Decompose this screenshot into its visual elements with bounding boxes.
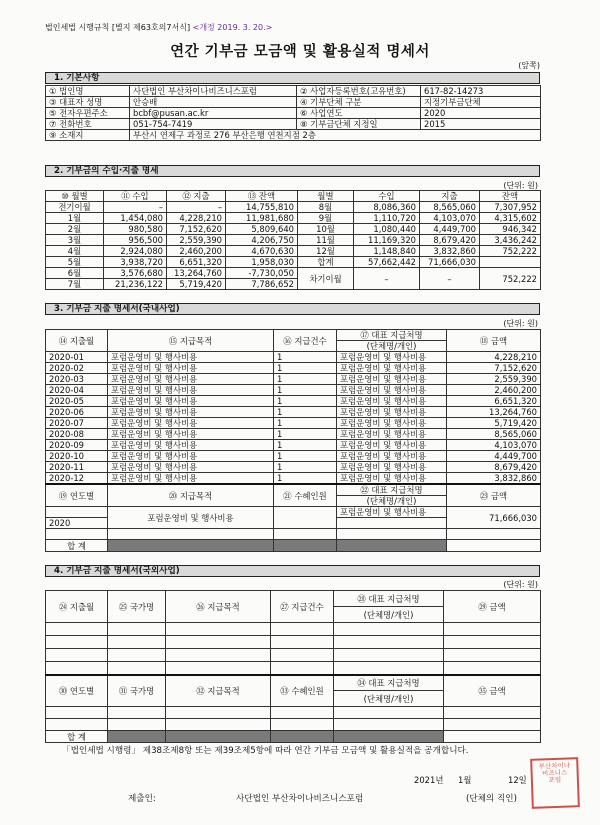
amount-cell: 6,651,320 bbox=[447, 396, 541, 407]
form-rule-reference bbox=[45, 22, 540, 33]
column-header: ⑲ 연도별 bbox=[46, 484, 108, 507]
expense-cell: 2,460,200 bbox=[167, 246, 226, 257]
expense-row bbox=[46, 440, 541, 451]
expense-cell: 4,449,700 bbox=[420, 224, 480, 235]
empty-cell bbox=[46, 662, 108, 675]
payee-cell: 포럼운영비 및 행사비용 bbox=[337, 462, 447, 473]
expense-cell: 8,565,060 bbox=[420, 202, 480, 213]
field-label: ② 사업자등록번호(고유번호) bbox=[297, 86, 421, 97]
empty-cell bbox=[108, 649, 166, 662]
purpose-cell: 포럼운영비 및 행사비용 bbox=[108, 407, 274, 418]
count-cell: 1 bbox=[274, 396, 337, 407]
column-header: (단체명/개인) bbox=[337, 496, 447, 507]
column-header: ⑰ 대표 지급처명 bbox=[337, 330, 447, 341]
month-cell: 2020-08 bbox=[46, 429, 108, 440]
field-value: 2015 bbox=[421, 119, 541, 130]
submit-day: 12일 bbox=[508, 775, 527, 785]
unit-label: (단위: 원) bbox=[503, 181, 538, 190]
payee-cell: 포럼운영비 및 행사비용 bbox=[337, 440, 447, 451]
payee-cell: 포럼운영비 및 행사비용 bbox=[337, 352, 447, 363]
column-header: ㉔ 지출월 bbox=[46, 591, 108, 623]
month-cell: 2020-04 bbox=[46, 385, 108, 396]
empty-cell bbox=[334, 662, 444, 675]
purpose-cell: 포럼운영비 및 행사비용 bbox=[108, 440, 274, 451]
basic-info-row bbox=[46, 119, 541, 130]
balance-cell: 752,222 bbox=[480, 246, 541, 257]
document-title: 연간 기부금 모금액 및 활용실적 명세서 bbox=[170, 44, 430, 60]
income-cell: 1,110,720 bbox=[354, 213, 420, 224]
total-row bbox=[46, 540, 541, 552]
count-cell: 1 bbox=[274, 385, 337, 396]
field-value: 지정기부금단체 bbox=[421, 97, 541, 108]
column-header: ⑩ 월별 bbox=[46, 191, 104, 202]
count-cell: 1 bbox=[274, 440, 337, 451]
purpose-cell: 포럼운영비 및 행사비용 bbox=[108, 462, 274, 473]
empty-cell bbox=[46, 649, 108, 662]
header-row bbox=[46, 591, 541, 607]
empty-cell bbox=[108, 707, 166, 719]
column-header: ⑭ 지출월 bbox=[46, 330, 108, 352]
month-row bbox=[46, 246, 541, 257]
balance-cell: 3,436,242 bbox=[480, 235, 541, 246]
payee-cell: 포럼운영비 및 행사비용 bbox=[337, 407, 447, 418]
empty-row bbox=[46, 707, 541, 719]
empty-cell bbox=[46, 529, 108, 540]
month-row bbox=[46, 235, 541, 246]
income-cell: – bbox=[104, 202, 167, 213]
column-header: ⑳ 지급목적 bbox=[108, 484, 274, 507]
purpose-cell: 포럼운영비 및 행사비용 bbox=[108, 363, 274, 374]
empty-cell bbox=[108, 623, 166, 636]
basic-info-row bbox=[46, 130, 541, 141]
month-cell: 2020-03 bbox=[46, 374, 108, 385]
total-label: 합 계 bbox=[46, 731, 108, 743]
organization-seal bbox=[530, 757, 580, 809]
payee-cell: 포럼운영비 및 행사비용 bbox=[337, 363, 447, 374]
amount-cell: 2,460,200 bbox=[447, 385, 541, 396]
field-value: bcbf@pusan.ac.kr bbox=[130, 108, 297, 119]
balance-cell: 1,958,030 bbox=[226, 257, 298, 268]
count-cell: 1 bbox=[274, 352, 337, 363]
column-header: 수입 bbox=[354, 191, 420, 202]
month-cell: 합계 bbox=[298, 257, 354, 268]
purpose-cell: 포럼운영비 및 행사비용 bbox=[108, 507, 274, 529]
balance-cell: 4,670,630 bbox=[226, 246, 298, 257]
empty-row bbox=[46, 623, 541, 636]
expense-row bbox=[46, 462, 541, 473]
empty-row bbox=[46, 719, 541, 731]
month-cell: 2020-05 bbox=[46, 396, 108, 407]
empty-cell bbox=[444, 649, 541, 662]
payee-cell bbox=[337, 518, 447, 529]
shaded-cell bbox=[271, 731, 334, 743]
year-cell bbox=[46, 507, 108, 518]
empty-cell bbox=[271, 649, 334, 662]
payee-cell: 포럼운영비 및 행사비용 bbox=[337, 451, 447, 462]
expense-row bbox=[46, 374, 541, 385]
month-cell: 2020-11 bbox=[46, 462, 108, 473]
empty-cell bbox=[271, 662, 334, 675]
month-cell: 2020-06 bbox=[46, 407, 108, 418]
basic-info-row bbox=[46, 97, 541, 108]
month-row bbox=[46, 268, 541, 279]
field-label: ④ 기부단체 구분 bbox=[297, 97, 421, 108]
empty-cell bbox=[334, 649, 444, 662]
balance-cell: 14,755,810 bbox=[226, 202, 298, 213]
field-label: ③ 대표자 성명 bbox=[46, 97, 130, 108]
column-header: ㉟ 금액 bbox=[444, 675, 541, 707]
count-cell: 1 bbox=[274, 451, 337, 462]
expense-row bbox=[46, 396, 541, 407]
income-cell: 980,580 bbox=[104, 224, 167, 235]
month-cell: 12월 bbox=[298, 246, 354, 257]
empty-cell bbox=[166, 623, 271, 636]
empty-cell bbox=[271, 707, 334, 719]
balance-cell: 7,307,952 bbox=[480, 202, 541, 213]
income-cell: 8,086,360 bbox=[354, 202, 420, 213]
field-label: ⑦ 전화번호 bbox=[46, 119, 130, 130]
expense-cell: 13,264,760 bbox=[167, 268, 226, 279]
column-header: ⑱ 금액 bbox=[447, 330, 541, 352]
income-cell: 1,080,440 bbox=[354, 224, 420, 235]
column-header: 월별 bbox=[298, 191, 354, 202]
payee-cell: 포럼운영비 및 행사비용 bbox=[337, 396, 447, 407]
column-header: ㉖ 지급목적 bbox=[166, 591, 271, 623]
empty-cell bbox=[334, 707, 444, 719]
seal-caption: (단체의 직인) bbox=[466, 794, 517, 804]
amount-cell: 2,559,390 bbox=[447, 374, 541, 385]
field-label: ⑧ 기부금단체 지정일 bbox=[297, 119, 421, 130]
column-header: ⑪ 수입 bbox=[104, 191, 167, 202]
column-header: ㉒ 대표 지급처명 bbox=[337, 484, 447, 496]
empty-cell bbox=[334, 719, 444, 731]
column-header: ⑫ 지출 bbox=[167, 191, 226, 202]
field-value: 051-754-7419 bbox=[130, 119, 297, 130]
empty-cell bbox=[166, 636, 271, 649]
month-cell: 9월 bbox=[298, 213, 354, 224]
expense-cell: 8,679,420 bbox=[420, 235, 480, 246]
expense-cell: – bbox=[420, 268, 480, 290]
shaded-cell bbox=[274, 540, 337, 552]
total-row bbox=[46, 731, 541, 743]
month-row bbox=[46, 257, 541, 268]
payee-cell: 포럼운영비 및 행사비용 bbox=[337, 374, 447, 385]
income-cell: 956,500 bbox=[104, 235, 167, 246]
month-cell: 5월 bbox=[46, 257, 104, 268]
field-value: 617-82-14273 bbox=[421, 86, 541, 97]
empty-cell bbox=[166, 719, 271, 731]
balance-cell: 4,315,602 bbox=[480, 213, 541, 224]
month-cell: 2020-01 bbox=[46, 352, 108, 363]
income-cell: 1,454,080 bbox=[104, 213, 167, 224]
submit-month: 1월 bbox=[458, 775, 472, 785]
seal-line: 비즈니스 bbox=[541, 768, 568, 778]
total-amount-cell bbox=[447, 540, 541, 552]
empty-cell bbox=[108, 719, 166, 731]
empty-cell bbox=[108, 529, 274, 540]
expense-row bbox=[46, 418, 541, 429]
amount-cell: 4,103,070 bbox=[447, 440, 541, 451]
month-cell: 1월 bbox=[46, 213, 104, 224]
column-header: ⑮ 지급목적 bbox=[108, 330, 274, 352]
header-row bbox=[46, 330, 541, 341]
amount-cell: 4,449,700 bbox=[447, 451, 541, 462]
field-label: ⑨ 소재지 bbox=[46, 130, 130, 141]
purpose-cell: 포럼운영비 및 행사비용 bbox=[108, 396, 274, 407]
column-header: ㉚ 연도별 bbox=[46, 675, 108, 707]
column-header: ㉕ 국가명 bbox=[108, 591, 166, 623]
disclosure-note: 「법인세법 시행령」 제38조제8항 또는 제39조제5항에 따라 연간 기부금 모금액 및 활용실적을 공개합니다. bbox=[62, 746, 469, 756]
expense-row bbox=[46, 451, 541, 462]
column-header: ⑬ 잔액 bbox=[226, 191, 298, 202]
purpose-cell: 포럼운영비 및 행사비용 bbox=[108, 374, 274, 385]
seal-line: 부산차이나 bbox=[538, 761, 571, 771]
empty-cell bbox=[271, 719, 334, 731]
purpose-cell: 포럼운영비 및 행사비용 bbox=[108, 385, 274, 396]
field-label: ⑥ 사업연도 bbox=[297, 108, 421, 119]
income-cell: 3,576,680 bbox=[104, 268, 167, 279]
month-cell: 6월 bbox=[46, 268, 104, 279]
amount-cell: 3,832,860 bbox=[447, 473, 541, 485]
empty-cell bbox=[46, 719, 108, 731]
expense-cell: – bbox=[167, 202, 226, 213]
section-income-expense-title: 2. 기부금의 수입·지출 명세 bbox=[45, 165, 540, 177]
empty-cell bbox=[337, 529, 447, 540]
payee-cell: 포럼운영비 및 행사비용 bbox=[337, 429, 447, 440]
column-header: ㉗ 지급건수 bbox=[271, 591, 334, 623]
seal-line: 포럼 bbox=[548, 775, 562, 785]
expense-cell: 5,719,420 bbox=[167, 279, 226, 290]
income-cell: 2,924,080 bbox=[104, 246, 167, 257]
balance-cell: 5,809,640 bbox=[226, 224, 298, 235]
submitter-label: 제출인: bbox=[128, 794, 156, 804]
count-cell: 1 bbox=[274, 462, 337, 473]
month-cell: 2020-12 bbox=[46, 473, 108, 485]
purpose-cell: 포럼운영비 및 행사비용 bbox=[108, 451, 274, 462]
yearly-row bbox=[46, 529, 541, 540]
column-header: ⑯ 지급건수 bbox=[274, 330, 337, 352]
count-cell: 1 bbox=[274, 374, 337, 385]
payee-cell: 포럼운영비 및 행사비용 bbox=[337, 473, 447, 485]
month-cell: 7월 bbox=[46, 279, 104, 290]
header-row bbox=[46, 484, 541, 496]
field-label: ① 법인명 bbox=[46, 86, 130, 97]
empty-cell bbox=[166, 707, 271, 719]
income-cell: 3,938,720 bbox=[104, 257, 167, 268]
empty-cell bbox=[46, 636, 108, 649]
shaded-cell bbox=[337, 540, 447, 552]
month-row bbox=[46, 213, 541, 224]
empty-cell bbox=[271, 636, 334, 649]
shaded-cell bbox=[166, 731, 271, 743]
empty-cell bbox=[334, 623, 444, 636]
basic-info-table bbox=[45, 85, 541, 141]
count-cell: 1 bbox=[274, 473, 337, 485]
beneficiary-cell bbox=[274, 507, 337, 529]
overseas-expense-table bbox=[45, 590, 541, 743]
empty-row bbox=[46, 649, 541, 662]
field-label: ⑤ 전자우편주소 bbox=[46, 108, 130, 119]
column-header: ㉛ 국가명 bbox=[108, 675, 166, 707]
empty-cell bbox=[166, 662, 271, 675]
expense-row bbox=[46, 352, 541, 363]
unit-label: (단위: 원) bbox=[503, 580, 538, 589]
empty-cell bbox=[108, 662, 166, 675]
header-row bbox=[46, 675, 541, 691]
empty-cell bbox=[444, 662, 541, 675]
expense-cell: 3,832,860 bbox=[420, 246, 480, 257]
month-cell: 2020-07 bbox=[46, 418, 108, 429]
expense-cell: 2,559,390 bbox=[167, 235, 226, 246]
month-cell: 4월 bbox=[46, 246, 104, 257]
total-label: 합 계 bbox=[46, 540, 108, 552]
purpose-cell: 포럼운영비 및 행사비용 bbox=[108, 473, 274, 485]
month-cell: 8월 bbox=[298, 202, 354, 213]
header-row bbox=[46, 191, 541, 202]
balance-cell: 11,981,680 bbox=[226, 213, 298, 224]
month-cell: 전기이월 bbox=[46, 202, 104, 213]
purpose-cell: 포럼운영비 및 행사비용 bbox=[108, 352, 274, 363]
submit-year: 2021년 bbox=[414, 775, 444, 785]
amount-cell: 13,264,760 bbox=[447, 407, 541, 418]
column-header: (단체명/개인) bbox=[334, 607, 444, 623]
year-cell: 2020 bbox=[46, 518, 108, 529]
yearly-row bbox=[46, 507, 541, 518]
column-header: (단체명/개인) bbox=[337, 341, 447, 352]
expense-row bbox=[46, 385, 541, 396]
field-value: 사단법인 부산차이나비즈니스포럼 bbox=[130, 86, 297, 97]
month-cell: 10월 bbox=[298, 224, 354, 235]
payee-cell: 포럼운영비 및 행사비용 bbox=[337, 507, 447, 518]
empty-cell bbox=[274, 529, 337, 540]
empty-cell bbox=[444, 623, 541, 636]
amount-cell: 4,228,210 bbox=[447, 352, 541, 363]
count-cell: 1 bbox=[274, 363, 337, 374]
expense-cell: 7,152,620 bbox=[167, 224, 226, 235]
month-cell: 11월 bbox=[298, 235, 354, 246]
month-cell: 2020-10 bbox=[46, 451, 108, 462]
column-header: ㉞ 대표 지급처명 bbox=[334, 675, 444, 691]
income-cell: 21,236,122 bbox=[104, 279, 167, 290]
column-header: ㉝ 수혜인원 bbox=[271, 675, 334, 707]
expense-row bbox=[46, 473, 541, 485]
month-cell: 2020-02 bbox=[46, 363, 108, 374]
empty-cell bbox=[271, 623, 334, 636]
column-header: ㉑ 수혜인원 bbox=[274, 484, 337, 507]
expense-row bbox=[46, 429, 541, 440]
balance-cell: -7,730,050 bbox=[226, 268, 298, 279]
empty-cell bbox=[46, 707, 108, 719]
empty-cell bbox=[108, 636, 166, 649]
column-header: 잔액 bbox=[480, 191, 541, 202]
month-cell: 2월 bbox=[46, 224, 104, 235]
amount-cell: 5,719,420 bbox=[447, 418, 541, 429]
empty-cell bbox=[334, 636, 444, 649]
income-cell: 57,662,442 bbox=[354, 257, 420, 268]
purpose-cell: 포럼운영비 및 행사비용 bbox=[108, 418, 274, 429]
total-amount-cell bbox=[444, 731, 541, 743]
payee-cell: 포럼운영비 및 행사비용 bbox=[337, 418, 447, 429]
section-overseas-title: 4. 기부금 지출 명세서(국외사업) bbox=[45, 565, 540, 577]
expense-cell: 6,651,320 bbox=[167, 257, 226, 268]
count-cell: 1 bbox=[274, 407, 337, 418]
month-cell: 2020-09 bbox=[46, 440, 108, 451]
column-header: ㉜ 지급목적 bbox=[166, 675, 271, 707]
expense-cell: 4,228,210 bbox=[167, 213, 226, 224]
unit-label: (단위: 원) bbox=[503, 319, 538, 328]
count-cell: 1 bbox=[274, 418, 337, 429]
submitter-name: 사단법인 부산차이나비즈니스포럼 bbox=[236, 794, 364, 804]
month-row bbox=[46, 202, 541, 213]
month-row bbox=[46, 224, 541, 235]
purpose-cell: 포럼운영비 및 행사비용 bbox=[108, 429, 274, 440]
shaded-cell bbox=[108, 540, 274, 552]
address-value: 부산시 연제구 과정로 276 부산은행 연천지점 2층 bbox=[130, 130, 541, 141]
expense-row bbox=[46, 407, 541, 418]
section-domestic-title: 3. 기부금 지출 명세서(국내사업) bbox=[45, 303, 540, 315]
column-header: ㉓ 금액 bbox=[447, 484, 541, 507]
balance-cell: 4,206,750 bbox=[226, 235, 298, 246]
amount-cell: 8,679,420 bbox=[447, 462, 541, 473]
field-value: 안승배 bbox=[130, 97, 297, 108]
empty-cell bbox=[444, 707, 541, 719]
count-cell: 1 bbox=[274, 429, 337, 440]
domestic-expense-table bbox=[45, 329, 541, 552]
amount-cell: 71,666,030 bbox=[447, 507, 541, 529]
empty-row bbox=[46, 636, 541, 649]
month-cell: 3월 bbox=[46, 235, 104, 246]
empty-cell bbox=[444, 636, 541, 649]
empty-cell bbox=[166, 649, 271, 662]
column-header: ㉘ 대표 지급처명 bbox=[334, 591, 444, 607]
column-header: ㉙ 금액 bbox=[444, 591, 541, 623]
carryover-label: 차기이월 bbox=[298, 268, 354, 290]
amount-cell: 7,152,620 bbox=[447, 363, 541, 374]
income-cell: 11,169,320 bbox=[354, 235, 420, 246]
shaded-cell bbox=[108, 731, 166, 743]
balance-cell: 752,222 bbox=[480, 268, 541, 290]
income-cell: 1,148,840 bbox=[354, 246, 420, 257]
rule-text: 법인세법 시행규칙 [별지 제63호의7서식] bbox=[45, 23, 191, 32]
field-value: 2020 bbox=[421, 108, 541, 119]
balance-cell: 946,342 bbox=[480, 224, 541, 235]
basic-info-row bbox=[46, 86, 541, 97]
expense-row bbox=[46, 363, 541, 374]
balance-cell bbox=[480, 257, 541, 268]
expense-cell: 4,103,070 bbox=[420, 213, 480, 224]
amount-cell: 8,565,060 bbox=[447, 429, 541, 440]
empty-cell bbox=[444, 719, 541, 731]
payee-cell: 포럼운영비 및 행사비용 bbox=[337, 385, 447, 396]
shaded-cell bbox=[334, 731, 444, 743]
revision-text: <개정 2019. 3. 20.> bbox=[192, 23, 273, 32]
expense-cell: 71,666,030 bbox=[420, 257, 480, 268]
empty-cell bbox=[46, 623, 108, 636]
income-cell: – bbox=[354, 268, 420, 290]
income-expense-table bbox=[45, 190, 541, 290]
front-page-mark: (앞쪽) bbox=[518, 61, 540, 70]
balance-cell: 7,786,652 bbox=[226, 279, 298, 290]
column-header: (단체명/개인) bbox=[334, 691, 444, 707]
empty-cell bbox=[447, 529, 541, 540]
column-header: 지출 bbox=[420, 191, 480, 202]
empty-row bbox=[46, 662, 541, 675]
basic-info-row bbox=[46, 108, 541, 119]
section-basic-title: 1. 기본사항 bbox=[45, 72, 540, 84]
